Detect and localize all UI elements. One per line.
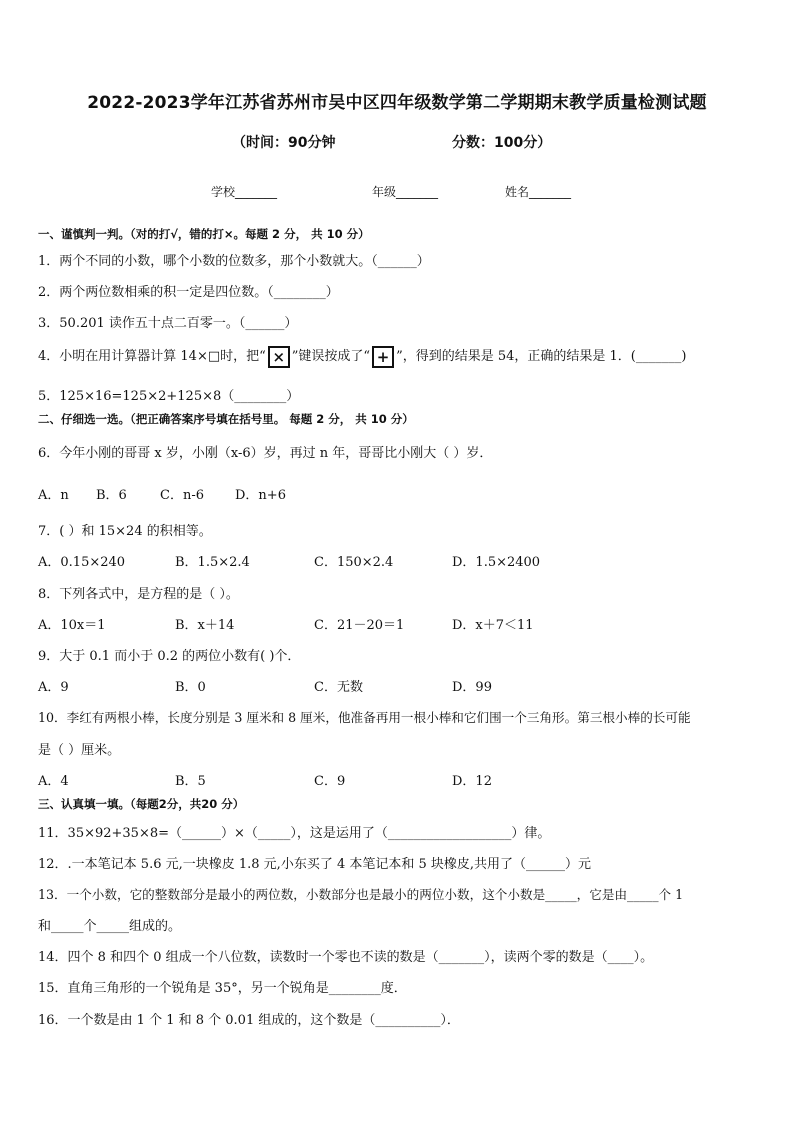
question-4-text-b: ”键误按成了“ xyxy=(291,349,371,364)
q6-option-b: B．6 xyxy=(96,488,127,503)
school-field: 学校_______ xyxy=(211,185,278,199)
section-2-heading: 二、仔细选一选。（把正确答案序号填在括号里。 每题 2 分， 共 10 分） xyxy=(38,412,414,426)
section-3-heading: 三、认真填一填。（每题2分，共20 分） xyxy=(38,797,245,811)
q7-option-d: D．1.5×2400 xyxy=(452,555,541,570)
time-label: （时间：90分钟 xyxy=(232,135,336,151)
grade-field: 年级_______ xyxy=(372,185,439,199)
question-11: 11．35×92+35×8=（______）×（_____），这是运用了（___________________）律。 xyxy=(38,826,551,841)
q9-option-d: D．99 xyxy=(452,680,492,695)
q7-option-b: B．1.5×2.4 xyxy=(175,555,250,570)
plus-key-icon: + xyxy=(372,346,394,368)
question-15: 15．直角三角形的一个锐角是 35°，另一个锐角是________度． xyxy=(38,981,407,996)
question-8: 8．下列各式中，是方程的是（ ）。 xyxy=(38,587,239,602)
question-12: 12．.一本笔记本 5.6 元,一块橡皮 1.8 元,小东买了 4 本笔记本和 5 块橡皮,共用了（______）元 xyxy=(38,857,592,872)
page-title: 2022-2023学年江苏省苏州市吴中区四年级数学第二学期期末教学质量检测试题 xyxy=(87,93,707,113)
question-1: 1．两个不同的小数，哪个小数的位数多，那个小数就大。（______） xyxy=(38,254,430,269)
question-4-text-c: ”，得到的结果是 54，正确的结果是 1．(_______) xyxy=(396,349,687,364)
q10-option-c: C．9 xyxy=(314,774,346,789)
q6-option-c: C．n-6 xyxy=(160,488,204,503)
question-10-line-2: 是（ ）厘米。 xyxy=(38,743,121,758)
q9-option-a: A．9 xyxy=(38,680,69,695)
q10-option-b: B．5 xyxy=(175,774,206,789)
question-2: 2．两个两位数相乘的积一定是四位数。（________） xyxy=(38,285,339,300)
q9-option-b: B．0 xyxy=(175,680,206,695)
question-4 xyxy=(38,345,686,368)
section-1-heading: 一、谨慎判一判。（对的打√，错的打×。每题 2 分， 共 10 分） xyxy=(38,227,370,241)
multiply-key-icon: × xyxy=(268,346,290,368)
question-13-line-1: 13．一个小数，它的整数部分是最小的两位数，小数部分也是最小的两位小数，这个小数是_____，它是由_____个 1 xyxy=(38,887,684,902)
question-13-line-2: 和_____个_____组成的。 xyxy=(38,919,182,934)
question-5: 5．125×16=125×2+125×8（________） xyxy=(38,389,300,404)
q8-option-a: A．10x＝1 xyxy=(38,618,106,633)
q10-option-d: D．12 xyxy=(452,774,492,789)
q9-option-c: C．无数 xyxy=(314,680,363,695)
question-9: 9．大于 0.1 而小于 0.2 的两位小数有( )个． xyxy=(38,649,301,664)
q6-option-d: D．n+6 xyxy=(235,488,286,503)
q8-option-d: D．x＋7＜11 xyxy=(452,618,534,633)
q8-option-b: B．x＋14 xyxy=(175,618,235,633)
q8-option-c: C．21－20＝1 xyxy=(314,618,405,633)
question-16: 16．一个数是由 1 个 1 和 8 个 0.01 组成的，这个数是（__________）． xyxy=(38,1013,460,1028)
name-field: 姓名_______ xyxy=(505,185,572,199)
question-4-text-a: 4．小明在用计算器计算 14×□时，把“ xyxy=(38,349,266,364)
question-7: 7．( ）和 15×24 的积相等。 xyxy=(38,524,212,539)
question-10-line-1: 10．李红有两根小棒，长度分别是 3 厘米和 8 厘米，他准备再用一根小棒和它们围一个三角形。第三根小棒的长可能 xyxy=(38,710,691,725)
q10-option-a: A．4 xyxy=(38,774,69,789)
question-6: 6．今年小刚的哥哥 x 岁，小刚（x-6）岁，再过 n 年，哥哥比小刚大（ ）岁． xyxy=(38,446,493,461)
q6-option-a: A．n xyxy=(38,488,69,503)
question-3: 3．50.201 读作五十点二百零一。（______） xyxy=(38,316,298,331)
question-14: 14．四个 8 和四个 0 组成一个八位数，读数时一个零也不读的数是（_______），读两个零的数是（____）。 xyxy=(38,950,654,965)
q7-option-c: C．150×2.4 xyxy=(314,555,394,570)
q7-option-a: A．0.15×240 xyxy=(38,555,126,570)
score-label: 分数：100分） xyxy=(452,135,552,151)
